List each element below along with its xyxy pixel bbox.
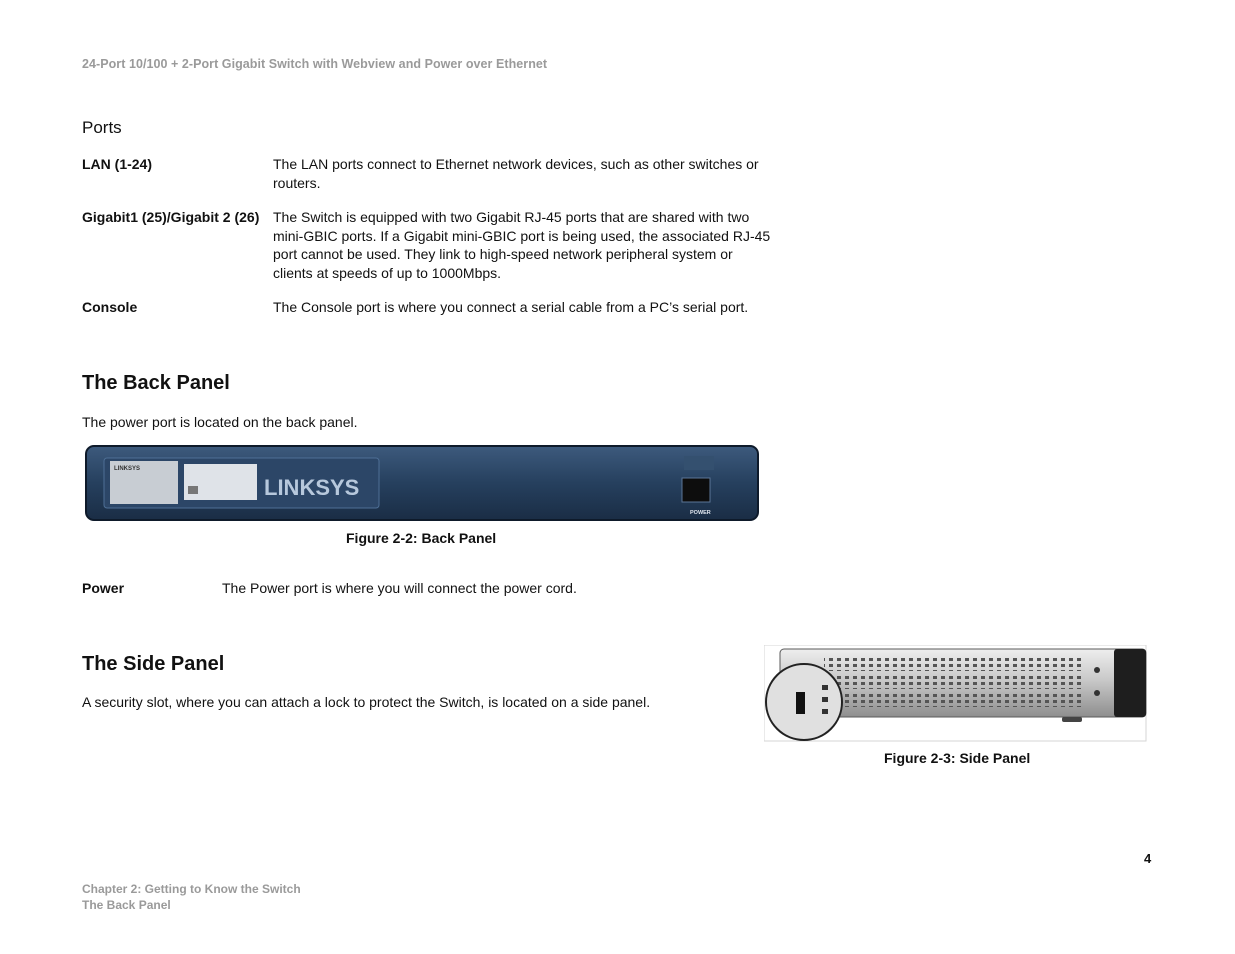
desc-line: The Switch is equipped with two Gigabit RJ-45 ports that are shared with two — [273, 209, 750, 225]
term-gigabit: Gigabit1 (25)/Gigabit 2 (26) — [82, 209, 260, 225]
end-cap — [1114, 649, 1146, 717]
small-brand-text: LINKSYS — [114, 466, 141, 472]
rubber-foot — [1062, 717, 1082, 722]
vent-row — [824, 693, 1084, 707]
page-number: 4 — [1144, 851, 1152, 866]
footer — [82, 881, 301, 913]
security-slot-icon — [796, 692, 805, 714]
desc-console — [273, 298, 748, 317]
side-panel-caption: Figure 2-3: Side Panel — [884, 750, 1031, 766]
power-port-icon — [682, 478, 710, 502]
vent-row — [824, 657, 1084, 671]
back-panel-figure — [84, 444, 760, 524]
back-panel-caption: Figure 2-2: Back Panel — [346, 530, 497, 546]
desc-line: port cannot be used. They link to high-speed network peripheral system or — [273, 246, 733, 263]
desc-lan — [273, 155, 759, 192]
term-power: Power — [82, 580, 125, 596]
serial-label — [184, 464, 257, 500]
term-console: Console — [82, 299, 138, 315]
desc-line: The Console port is where you connect a serial cable from a PC’s serial port. — [273, 299, 749, 315]
desc-line: clients at speeds of up to 1000Mbps. — [273, 265, 502, 282]
desc-gigabit — [273, 208, 770, 283]
side-panel-title: The Side Panel — [82, 653, 225, 675]
back-panel-intro: The power port is located on the back panel. — [82, 414, 358, 430]
back-panel-spec-text — [684, 456, 714, 470]
vent-detail — [822, 709, 828, 714]
linksys-logo: LINKSYS — [264, 475, 360, 500]
desc-power: The Power port is where you will connect the power cord. — [222, 580, 577, 596]
side-panel-intro: A security slot, where you can attach a lock to protect the Switch, is located on a side panel. — [82, 694, 651, 710]
ports-heading: Ports — [82, 118, 122, 137]
vent-row — [824, 675, 1084, 689]
running-head: 24-Port 10/100 + 2-Port Gigabit Switch with Webview and Power over Ethernet — [82, 57, 548, 71]
side-panel-figure — [764, 645, 1148, 743]
vent-detail — [822, 685, 828, 690]
screw-icon — [1094, 667, 1100, 673]
back-panel-title: The Back Panel — [82, 372, 230, 394]
footer-chapter: Chapter 2: Getting to Know the Switch — [82, 882, 301, 896]
desc-line: The LAN ports connect to Ethernet network devices, such as other switches or — [273, 156, 759, 172]
power-port-label: POWER — [690, 510, 711, 516]
term-lan: LAN (1-24) — [82, 156, 153, 172]
vent-detail — [822, 697, 828, 702]
screw-icon — [1094, 690, 1100, 696]
desc-line: mini-GBIC ports. If a Gigabit mini-GBIC port is being used, the associated RJ-45 — [273, 227, 771, 244]
ce-mark-icon — [188, 486, 198, 494]
footer-section: The Back Panel — [82, 898, 171, 912]
desc-line: routers. — [273, 174, 321, 191]
